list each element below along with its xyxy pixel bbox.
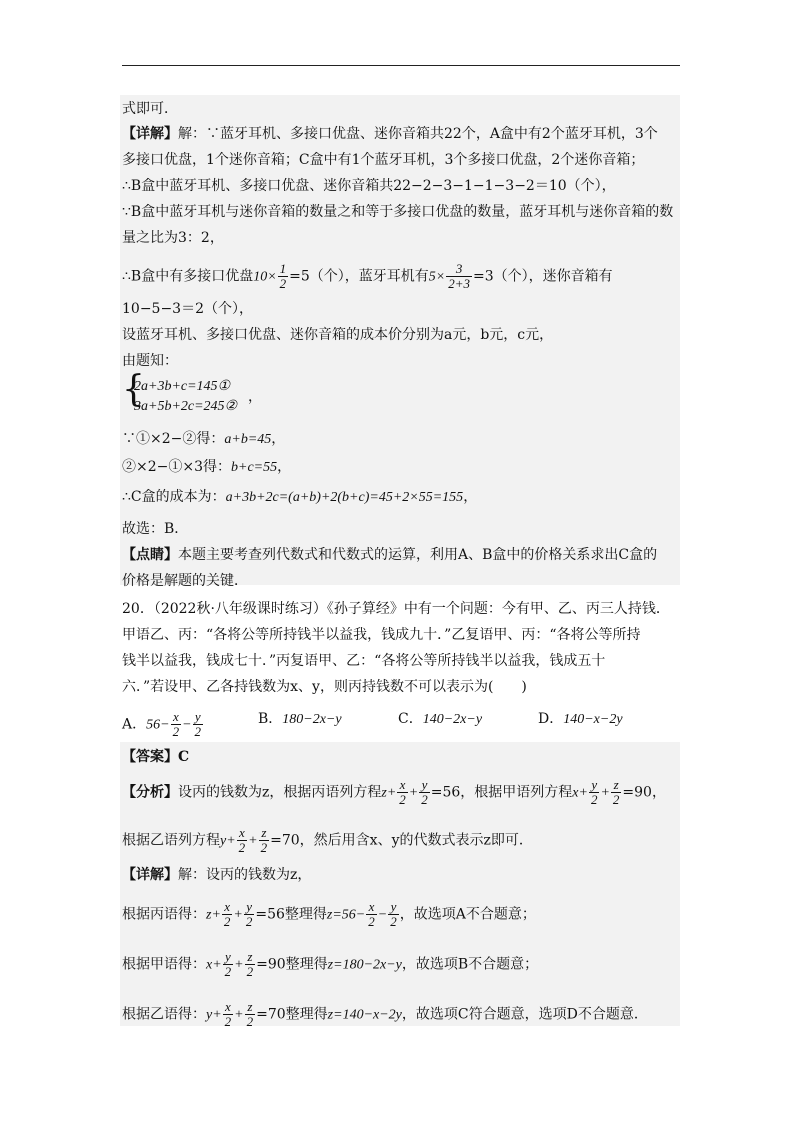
numerator: x bbox=[171, 710, 182, 725]
numerator: x bbox=[397, 778, 408, 793]
denominator: 2 bbox=[421, 792, 428, 807]
math: 56− bbox=[146, 717, 170, 733]
text: ，故选项B不合题意； bbox=[401, 956, 539, 973]
math: b+c=55 bbox=[231, 460, 278, 475]
detail-line-2 bbox=[122, 950, 538, 979]
math: + bbox=[600, 785, 610, 801]
question-line-2: 甲语乙、丙：“各将公等所持钱半以益我，钱成九十．”乙复语甲、丙：“各将公等所持 bbox=[122, 627, 641, 643]
header-rule bbox=[122, 65, 680, 66]
text: 根据乙语得： bbox=[122, 1006, 206, 1023]
math: z=140−x−2y bbox=[327, 1007, 402, 1023]
text: 根据甲语得： bbox=[122, 956, 206, 973]
numerator: y bbox=[223, 950, 234, 965]
math: z+ bbox=[381, 785, 397, 801]
fraction bbox=[222, 900, 233, 929]
option-a bbox=[122, 710, 204, 739]
question-line-3: 钱半以益我，钱成七十．”丙复语甲、乙：“各将公等所持钱半以益我，钱成五十 bbox=[122, 653, 606, 669]
math: x+ bbox=[572, 785, 588, 801]
math: a+3b+2c=(a+b)+2(b+c)=45+2×55=155 bbox=[225, 490, 464, 505]
denominator: 2 bbox=[390, 914, 397, 929]
fraction bbox=[446, 262, 472, 291]
fraction bbox=[245, 950, 256, 979]
line-6: 量之比为3：2， bbox=[122, 230, 224, 246]
detail-tag: 【详解】 bbox=[122, 867, 178, 883]
equation-1: 2a+3b+c=145① bbox=[134, 379, 231, 394]
text: =3（个），迷你音箱有 bbox=[473, 268, 613, 285]
math: + bbox=[234, 1007, 244, 1023]
math: z=56− bbox=[326, 907, 366, 923]
fraction bbox=[171, 710, 182, 739]
option-d bbox=[538, 710, 623, 729]
fraction bbox=[223, 1000, 234, 1029]
text: ∵①×2−②得： bbox=[122, 431, 225, 447]
math: 140−x−2y bbox=[563, 712, 623, 727]
line-10: 由题知： bbox=[122, 353, 178, 369]
fraction bbox=[193, 710, 204, 739]
numerator: y bbox=[388, 900, 399, 915]
denominator: 2 bbox=[612, 792, 620, 807]
line-13 bbox=[122, 488, 477, 507]
math: + bbox=[233, 907, 243, 923]
text: ，故选项A不合题意； bbox=[399, 906, 536, 923]
numerator: y bbox=[193, 710, 204, 725]
analysis-line-2 bbox=[122, 826, 533, 855]
line-11 bbox=[122, 430, 285, 449]
numerator: y bbox=[244, 900, 255, 915]
equation-tail: ， bbox=[248, 389, 262, 405]
line-2 bbox=[122, 125, 658, 143]
fraction bbox=[388, 900, 399, 929]
numerator: x bbox=[223, 1000, 234, 1015]
line-15 bbox=[122, 546, 657, 564]
option-label: D． bbox=[538, 711, 564, 727]
question-line-1: 20．（2022秋·八年级课时练习）《孙子算经》中有一个问题：今有甲、乙、丙三人持钱． bbox=[122, 601, 670, 617]
text: 解：设丙的钱数为z， bbox=[178, 867, 312, 883]
text: =56，根据甲语列方程 bbox=[430, 784, 573, 801]
text: =90整理得 bbox=[256, 956, 328, 973]
fraction bbox=[589, 778, 600, 807]
math: y+ bbox=[206, 1007, 222, 1023]
text: =56整理得 bbox=[255, 906, 327, 923]
text: =70整理得 bbox=[256, 1006, 328, 1023]
math: + bbox=[234, 957, 244, 973]
denominator: 2 bbox=[223, 914, 231, 929]
line-7 bbox=[122, 262, 613, 291]
denominator: 2 bbox=[399, 792, 406, 807]
analysis-tag: 【分析】 bbox=[122, 784, 178, 801]
option-label: B． bbox=[258, 711, 283, 727]
analysis-line-1 bbox=[122, 778, 666, 807]
numerator: z bbox=[245, 1000, 256, 1015]
text: ∴B盒中有多接口优盘 bbox=[122, 268, 254, 285]
text: ， bbox=[277, 459, 292, 475]
system-brace: { bbox=[122, 369, 145, 410]
numerator: y bbox=[589, 778, 600, 793]
text: =5（个），蓝牙耳机有 bbox=[289, 268, 429, 285]
text: ，故选项C符合题意，选项D不合题意． bbox=[401, 1006, 648, 1023]
math: 140−2x−y bbox=[422, 712, 483, 727]
denominator: 2 bbox=[194, 724, 202, 739]
fraction bbox=[244, 900, 255, 929]
detail-line-0 bbox=[122, 866, 311, 884]
fraction bbox=[611, 778, 622, 807]
fraction bbox=[259, 826, 270, 855]
text: ， bbox=[463, 489, 478, 505]
denominator: 2 bbox=[245, 914, 253, 929]
text: 根据丙语得： bbox=[122, 906, 206, 923]
denominator: 2 bbox=[246, 964, 254, 979]
fraction bbox=[397, 778, 408, 807]
math: 180−2x−y bbox=[282, 712, 342, 727]
text: ， bbox=[271, 431, 286, 447]
denominator: 2 bbox=[368, 914, 375, 929]
answer-line: 【答案】C bbox=[122, 749, 190, 765]
numerator: x bbox=[222, 900, 233, 915]
denominator: 2 bbox=[246, 1014, 254, 1029]
line-3: 多接口优盘，1个迷你音箱；C盒中有1个蓝牙耳机，3个多接口优盘，2个迷你音箱； bbox=[122, 152, 645, 168]
math: x+ bbox=[206, 957, 222, 973]
line-4: ∴B盒中蓝牙耳机、多接口优盘、迷你音箱共22−2−3−1−1−3−2＝10（个）， bbox=[122, 178, 616, 194]
detail-line-1 bbox=[122, 900, 536, 929]
line-9: 设蓝牙耳机、多接口优盘、迷你音箱的成本价分别为a元，b元，c元， bbox=[122, 327, 554, 343]
numerator: y bbox=[419, 778, 430, 793]
math: − bbox=[377, 907, 388, 923]
equation-2: 3a+5b+2c=245② bbox=[134, 399, 238, 414]
line-16: 价格是解题的关键． bbox=[122, 573, 248, 589]
numerator: x bbox=[237, 826, 248, 841]
question-line-4: 六．”若设甲、乙各持钱数为x、y，则丙持钱数不可以表示为( ) bbox=[122, 679, 527, 695]
math: 10× bbox=[253, 269, 277, 285]
text: =70，然后用含x、y的代数式表示z即可． bbox=[270, 832, 533, 849]
fraction bbox=[237, 826, 248, 855]
text: 本题主要考查列代数式和代数式的运算，利用A、B盒中的价格关系求出C盒的 bbox=[178, 547, 658, 563]
math: z=180−2x−y bbox=[327, 957, 402, 973]
denominator: 2+3 bbox=[448, 276, 471, 291]
numerator: z bbox=[245, 950, 256, 965]
text: 设丙的钱数为z，根据丙语列方程 bbox=[178, 784, 382, 801]
text: 解：∵蓝牙耳机、多接口优盘、迷你音箱共22个，A盒中有2个蓝牙耳机，3个 bbox=[178, 126, 658, 142]
line-14: 故选：B． bbox=[122, 521, 189, 537]
fraction bbox=[223, 950, 234, 979]
line-1: 式即可． bbox=[122, 101, 178, 117]
option-label: A． bbox=[122, 716, 147, 733]
denominator: 2 bbox=[224, 964, 232, 979]
numerator: 1 bbox=[279, 261, 287, 276]
option-c bbox=[398, 710, 482, 729]
remark-tag: 【点睛】 bbox=[122, 547, 178, 563]
detail-line-3 bbox=[122, 1000, 648, 1029]
numerator: 3 bbox=[446, 262, 472, 277]
math: + bbox=[408, 785, 419, 801]
math: − bbox=[182, 717, 192, 733]
numerator: z bbox=[611, 778, 622, 793]
math: z+ bbox=[206, 907, 221, 923]
line-12 bbox=[122, 458, 291, 477]
text: =90 bbox=[622, 784, 652, 801]
fraction bbox=[245, 1000, 256, 1029]
math: a+b=45 bbox=[224, 432, 272, 447]
denominator: 2 bbox=[260, 840, 268, 855]
denominator: 2 bbox=[590, 792, 598, 807]
option-b bbox=[258, 710, 342, 729]
line-8: 10−5−3＝2（个）， bbox=[122, 301, 253, 317]
math: + bbox=[248, 833, 258, 849]
math: y+ bbox=[220, 833, 236, 849]
text: ， bbox=[651, 784, 666, 801]
line-5: ∵B盒中蓝牙耳机与迷你音箱的数量之和等于多接口优盘的数量，蓝牙耳机与迷你音箱的数 bbox=[122, 204, 674, 220]
fraction bbox=[278, 262, 289, 291]
denominator: 2 bbox=[279, 276, 287, 291]
fraction bbox=[419, 778, 430, 807]
text: ∴C盒的成本为： bbox=[122, 489, 226, 505]
fraction bbox=[366, 900, 377, 929]
text: ②×2−①×3得： bbox=[122, 459, 232, 475]
math: 5× bbox=[428, 269, 446, 285]
numerator: z bbox=[259, 826, 270, 841]
denominator: 2 bbox=[172, 724, 180, 739]
denominator: 2 bbox=[224, 1014, 232, 1029]
text: 根据乙语列方程 bbox=[122, 832, 220, 849]
numerator: x bbox=[366, 900, 377, 915]
denominator: 2 bbox=[238, 840, 246, 855]
detail-tag: 【详解】 bbox=[122, 126, 178, 142]
option-label: C． bbox=[398, 711, 423, 727]
